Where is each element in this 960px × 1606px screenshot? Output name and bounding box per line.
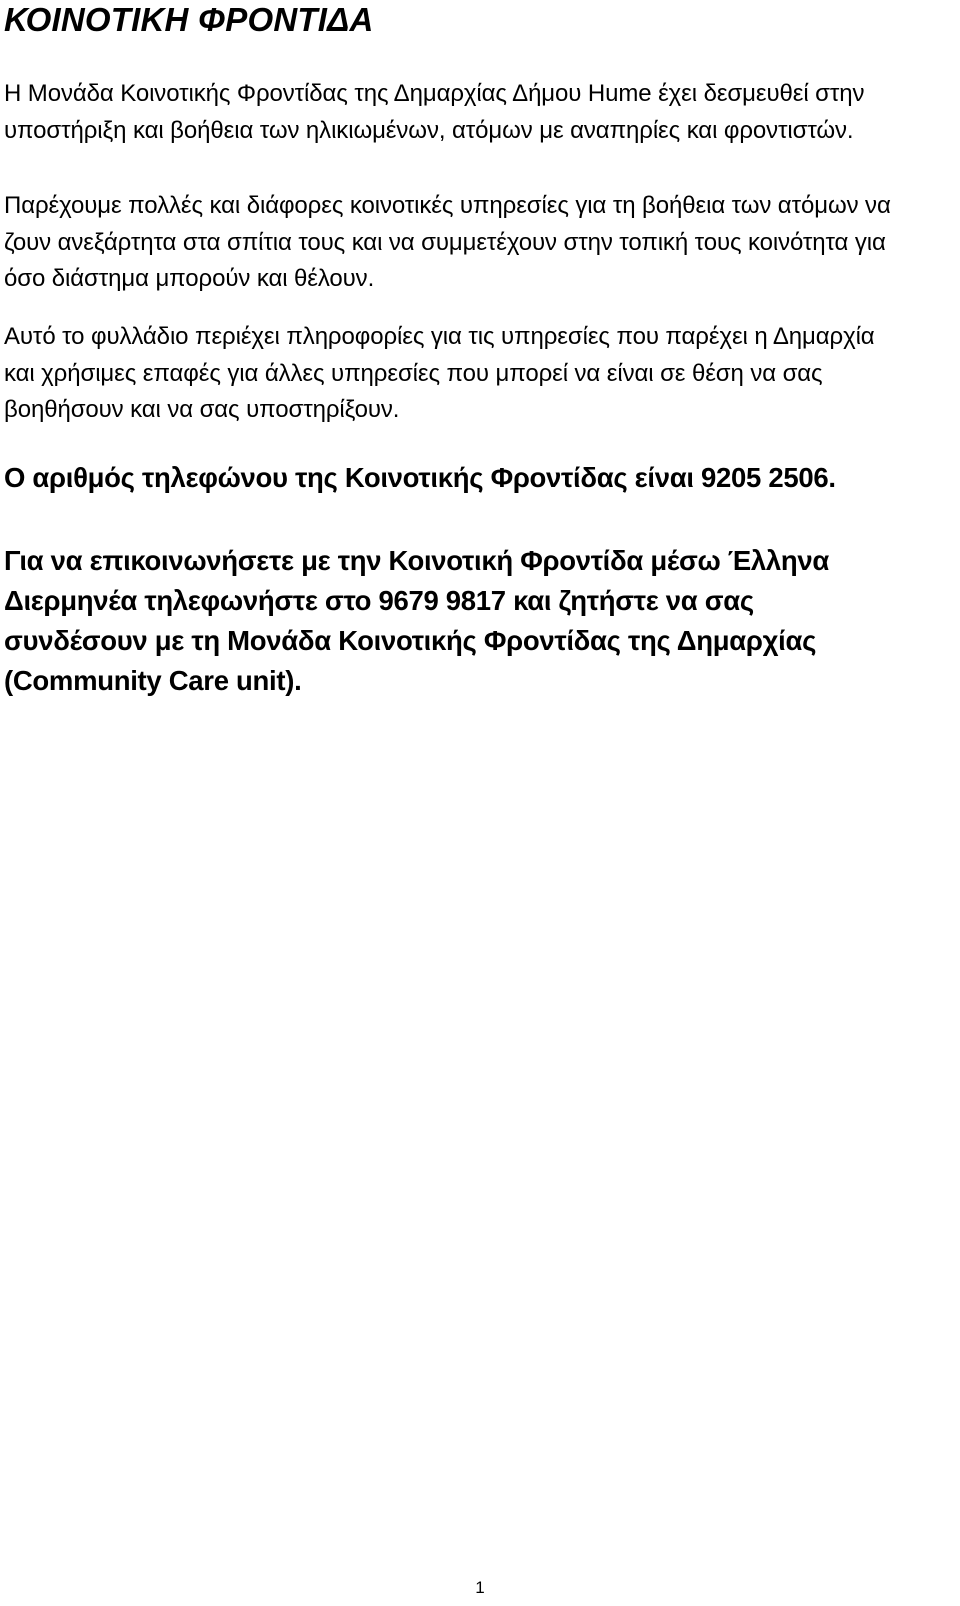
page-title: ΚΟΙΝΟΤΙΚΗ ΦΡΟΝΤΙΔΑ <box>4 1 374 38</box>
paragraph-line: βοηθήσουν και να σας υποστηρίξουν. <box>4 396 400 423</box>
paragraph-line: όσο διάστημα μπορούν και θέλουν. <box>4 265 375 292</box>
notice-line: συνδέσουν με τη Μονάδα Κοινοτικής Φροντίδας της Δημαρχίας <box>4 625 817 656</box>
paragraph-line: Η Μονάδα Κοινοτικής Φροντίδας της Δημαρχίας Δήμου Hume έχει δεσμευθεί στην <box>4 80 865 107</box>
phone-notice: Ο αριθμός τηλεφώνου της Κοινοτικής Φροντίδας είναι 9205 2506. <box>4 462 836 493</box>
paragraph-line: ζουν ανεξάρτητα στα σπίτια τους και να συμμετέχουν στην τοπική τους κοινότητα για <box>4 228 886 256</box>
paragraph-line: Αυτό το φυλλάδιο περιέχει πληροφορίες για τις υπηρεσίες που παρέχει η Δημαρχία <box>4 323 875 350</box>
paragraph-line: Παρέχουμε πολλές και διάφορες κοινοτικές υπηρεσίες για τη βοήθεια των ατόμων να <box>4 192 891 219</box>
page-number: 1 <box>475 1578 485 1597</box>
paragraph-line: και χρήσιμες επαφές για άλλες υπηρεσίες που μπορεί να είναι σε θέση να σας <box>4 359 823 387</box>
intro-paragraph <box>4 76 956 149</box>
paragraph-line: υποστήριξη και βοήθεια των ηλικιωμένων, ατόμων με αναπηρίες και φροντιστών. <box>4 116 854 144</box>
notice-line: Διερμηνέα τηλεφωνήστε στο 9679 9817 και ζητήστε να σας <box>4 585 754 616</box>
services-paragraph <box>4 188 956 298</box>
notice-line: Για να επικοινωνήσετε με την Κοινοτική Φροντίδα μέσω Έλληνα <box>4 545 829 576</box>
notice-line: (Community Care unit). <box>4 665 302 696</box>
brochure-paragraph <box>4 319 956 429</box>
interpreter-notice <box>4 541 956 701</box>
